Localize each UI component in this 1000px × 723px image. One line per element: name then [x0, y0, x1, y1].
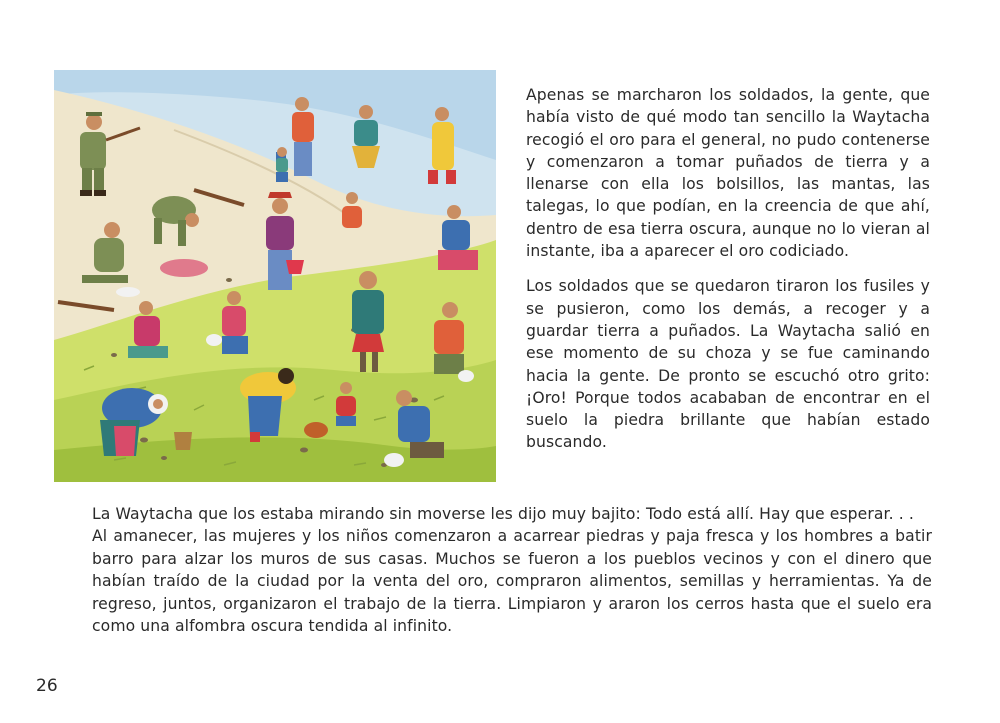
- paragraph: La Waytacha que los estaba mirando sin moverse les dijo muy bajito: Todo está allí. Hay que esperar. . .: [92, 505, 914, 523]
- paragraph: Al amanecer, las mujeres y los niños comenzaron a acarrear piedras y paja fresca y los hombres a batir barro para alzar los muros de sus casas. Muchos se fueron a los pueblos vecinos y con el dinero que habían traído de la ciudad por la venta del oro, compraron alimentos, semillas y herramientas. Ya de regreso, juntos, organizaron el trabajo de la tierra. Limpiaron y araron los cerros hasta que el suelo era como una alfombra oscura tendida al infinito.: [92, 527, 932, 636]
- story-illustration: [54, 70, 496, 482]
- paragraph: Los soldados que se quedaron tiraron los fusiles y se pusieron, como los demás, a recoger y a guardar tierra a puñados. La Waytacha salió en ese momento de su choza y se fue caminando hacia la gente. De pronto se escuchó otro grito: ¡Oro! Porque todos acababan de encontrar en el suelo la piedra brillante que habían estado buscando.: [526, 277, 930, 452]
- right-text-column: [526, 84, 930, 454]
- page-number: 26: [36, 676, 58, 696]
- paragraph: Apenas se marcharon los soldados, la gente, que había visto de qué modo tan sencillo la Waytacha recogió el oro para el general, no pudo contenerse y comenzaron a tomar puñados de tierra y a llenarse con ella los bolsillos, las mantas, las talegas, lo que podían, en la creencia de que ahí, dentro de esa tierra oscura, aunque no lo vieran al instante, iba a aparecer el oro codiciado.: [526, 86, 930, 261]
- bottom-text-block: [92, 503, 932, 637]
